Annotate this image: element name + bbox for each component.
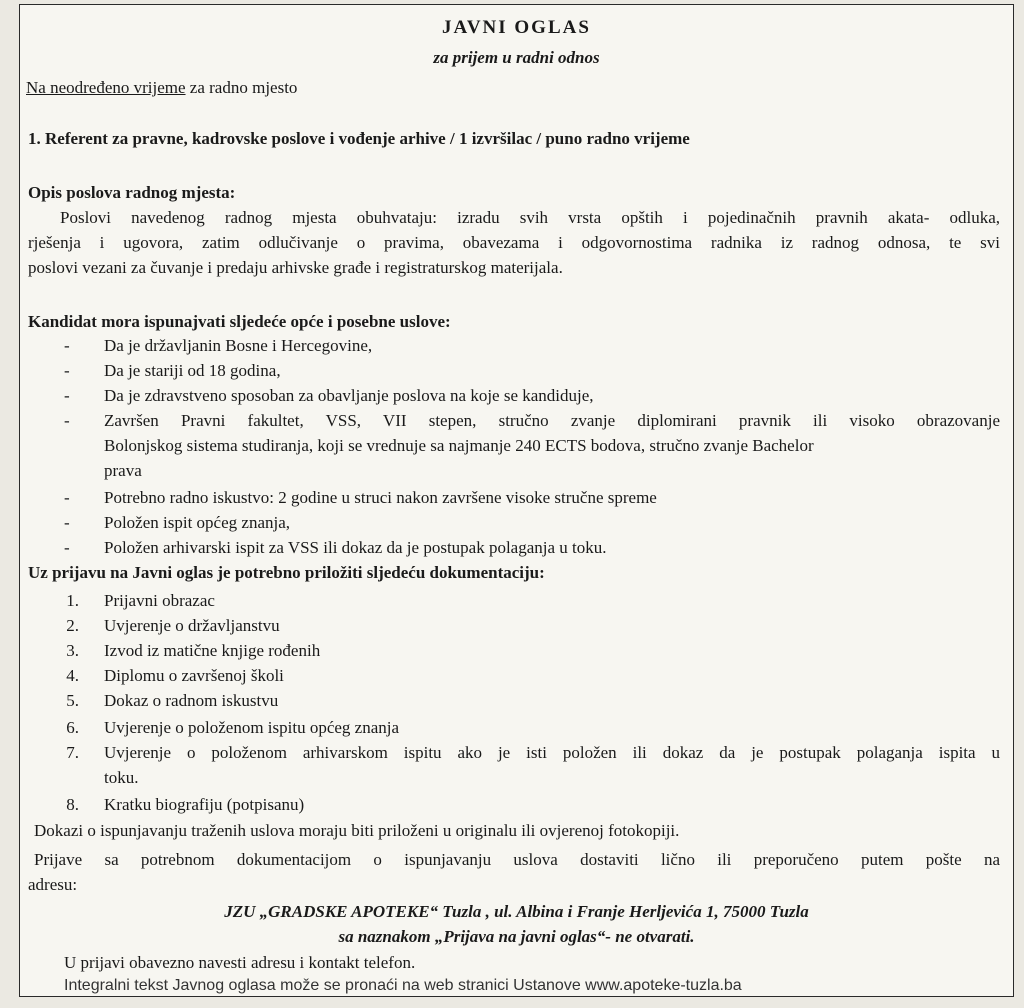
requirement-item: Da je državljanin Bosne i Hercegovine, — [104, 336, 373, 355]
documents-heading: Uz prijavu na Javni oglas je potrebno priložiti sljedeću dokumentaciju: — [28, 563, 545, 582]
public-notice — [19, 4, 1014, 997]
employment-type: Na neodređeno vrijeme — [26, 78, 186, 97]
list-bullet: - — [64, 538, 70, 557]
list-number: 1. — [66, 591, 79, 610]
address-marking: sa naznakom „Prijava na javni oglas“- ne otvarati. — [338, 927, 695, 946]
document-item: Diplomu o završenoj školi — [104, 666, 284, 685]
document-item-cont: toku. — [104, 768, 139, 787]
contact-note: U prijavi obavezno navesti adresu i kontakt telefon. — [64, 953, 416, 972]
requirement-item: Završen Pravni fakultet, VSS, VII stepen, stručno zvanje diplomirani pravnik ili visoko obrazovanje — [104, 411, 1000, 430]
list-bullet: - — [64, 361, 70, 380]
document-item: Prijavni obrazac — [104, 591, 215, 610]
list-number: 2. — [66, 616, 79, 635]
submission-note-cont: adresu: — [28, 875, 78, 894]
requirement-item: Da je zdravstveno sposoban za obavljanje poslova na koje se kandiduje, — [104, 386, 594, 405]
list-bullet: - — [64, 513, 70, 532]
submission-note: Prijave sa potrebnom dokumentacijom o ispunjavanju uslova dostaviti lično ili preporučeno putem pošte na — [34, 850, 1000, 869]
requirement-item: Da je stariji od 18 godina, — [104, 361, 281, 380]
position-title: 1. Referent za pravne, kadrovske poslove i vođenje arhive / 1 izvršilac / puno radno vrijeme — [28, 129, 690, 148]
requirement-item: Potrebno radno iskustvo: 2 godine u struci nakon završene visoke stručne spreme — [104, 488, 657, 507]
document-item: Izvod iz matične knjige rođenih — [104, 641, 321, 660]
employment-type-rest: za radno mjesto — [185, 78, 298, 97]
list-number: 5. — [66, 691, 79, 710]
job-description-heading: Opis poslova radnog mjesta: — [28, 183, 236, 202]
requirement-item: Položen ispit općeg znanja, — [104, 513, 291, 532]
list-bullet: - — [64, 336, 70, 355]
job-description-line: Poslovi navedenog radnog mjesta obuhvataju: izradu svih vrsta opštih i pojedinačnih pravnih akata- odluka, — [60, 208, 1000, 227]
document-item: Uvjerenje o položenom ispitu općeg znanja — [104, 718, 400, 737]
list-number: 4. — [66, 666, 79, 685]
document-item: Uvjerenje o državljanstvu — [104, 616, 280, 635]
notice-subtitle: za prijem u radni odnos — [433, 48, 600, 67]
requirement-item: Položen arhivarski ispit za VSS ili dokaz da je postupak polaganja u toku. — [104, 538, 607, 557]
list-number: 7. — [66, 743, 79, 762]
requirement-item-cont: Bolonjskog sistema studiranja, koji se vrednuje sa najmanje 240 ECTS bodova, stručno zvanje Bachelor — [104, 436, 814, 455]
requirement-item-cont: prava — [104, 461, 142, 480]
job-description-line: poslovi vezani za čuvanje i predaju arhivske građe i registraturskog materijala. — [28, 258, 563, 277]
requirements-heading: Kandidat mora ispunajvati sljedeće opće i posebne uslove: — [28, 312, 451, 331]
document-item: Uvjerenje o položenom arhivarskom ispitu ako je isti položen ili dokaz da je postupak polaganja ispita u — [104, 743, 1000, 762]
proof-note: Dokazi o ispunjavanju traženih uslova moraju biti priloženi u originalu ili ovjerenoj fotokopiji. — [34, 821, 680, 840]
list-bullet: - — [64, 386, 70, 405]
notice-title: JAVNI OGLAS — [442, 17, 591, 38]
list-bullet: - — [64, 488, 70, 507]
document-item: Kratku biografiju (potpisanu) — [104, 795, 305, 814]
list-bullet: - — [64, 411, 70, 430]
list-number: 8. — [66, 795, 79, 814]
address-line: JZU „GRADSKE APOTEKE“ Tuzla , ul. Albina i Franje Herljevića 1, 75000 Tuzla — [224, 902, 809, 921]
website-note: Integralni tekst Javnog oglasa može se pronaći na web stranici Ustanove www.apoteke-tuzla.ba — [64, 977, 742, 994]
document-item: Dokaz o radnom iskustvu — [104, 691, 279, 710]
job-description-line: rješenja i ugovora, zatim odlučivanje o pravima, obavezama i odgovornostima radnika iz radnog odnosa, te svi — [28, 233, 1000, 252]
employment-type-line — [26, 77, 297, 99]
list-number: 3. — [66, 641, 79, 660]
list-number: 6. — [66, 718, 79, 737]
